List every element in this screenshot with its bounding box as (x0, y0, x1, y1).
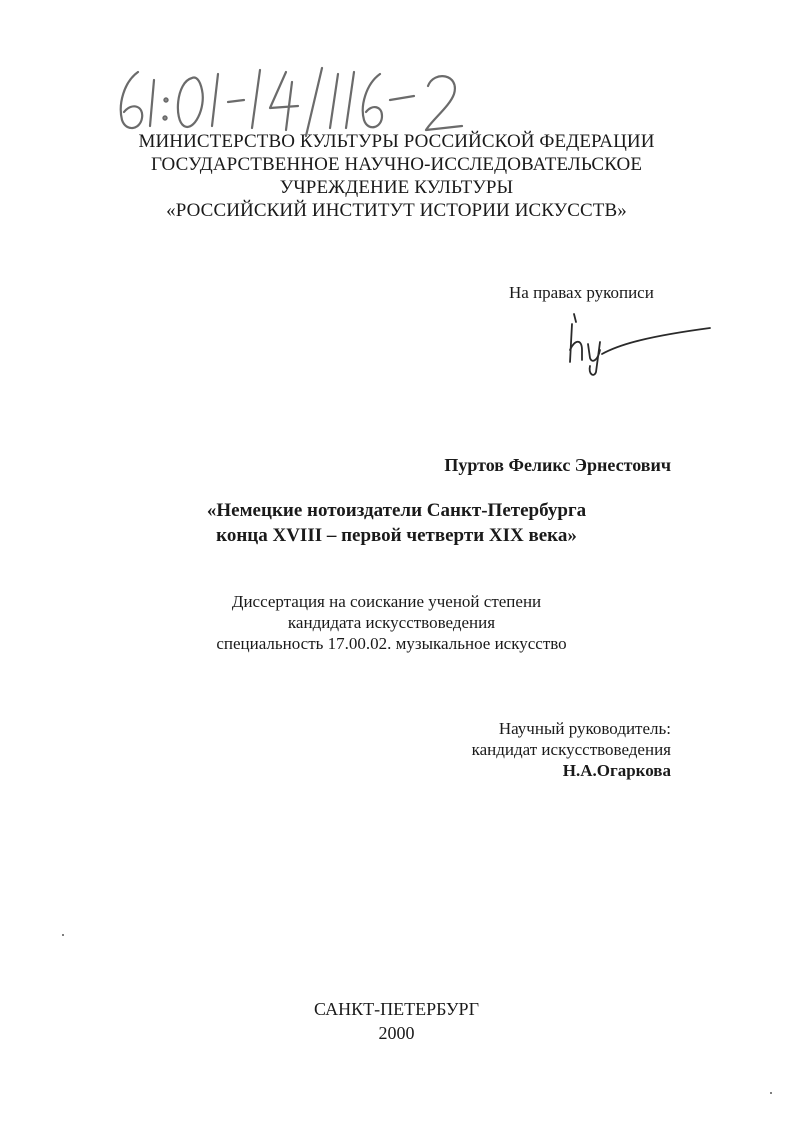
degree-line-dissertation: Диссертация на соискание ученой степени (231, 592, 542, 611)
degree-info (0, 591, 793, 654)
header-line-institution: УЧРЕЖДЕНИЕ КУЛЬТУРЫ (279, 177, 514, 198)
header-line-institute-name: «РОССИЙСКИЙ ИНСТИТУТ ИСТОРИИ ИСКУССТВ» (166, 200, 627, 221)
scan-speck (62, 934, 64, 936)
city-year-footer (0, 997, 793, 1045)
archive-number-handwritten (110, 60, 580, 140)
thesis-title-line-2: конца XVIII – первой четверти XIX века» (216, 525, 577, 546)
supervisor-name: Н.А.Огаркова (562, 761, 671, 780)
supervisor-degree: кандидат искусствоведения (471, 740, 671, 759)
city: САНКТ-ПЕТЕРБУРГ (314, 999, 479, 1019)
degree-line-specialty: специальность 17.00.02. музыкальное искусство (216, 634, 567, 653)
degree-line-candidate: кандидата искусствоведения (287, 613, 496, 632)
author-signature (560, 310, 720, 380)
thesis-title (0, 498, 793, 548)
header-line-ministry: МИНИСТЕРСТВО КУЛЬТУРЫ РОССИЙСКОЙ ФЕДЕРАЦИИ (138, 131, 655, 152)
archive-number-drawing (110, 60, 580, 140)
archive-number-text (580, 60, 581, 61)
year: 2000 (378, 1023, 415, 1043)
supervisor-label: Научный руководитель: (498, 719, 671, 738)
author-name: Пуртов Феликс Эрнестович (444, 455, 671, 475)
header-line-state-institute: ГОСУДАРСТВЕННОЕ НАУЧНО-ИССЛЕДОВАТЕЛЬСКОЕ (150, 154, 643, 175)
signature-drawing (560, 310, 720, 380)
scan-speck (770, 1092, 772, 1094)
supervisor-block (472, 718, 671, 781)
institution-header (0, 130, 793, 222)
thesis-title-line-1: «Немецкие нотоиздатели Санкт-Петербурга (206, 500, 587, 521)
rights-note: На правах рукописи (509, 283, 654, 302)
